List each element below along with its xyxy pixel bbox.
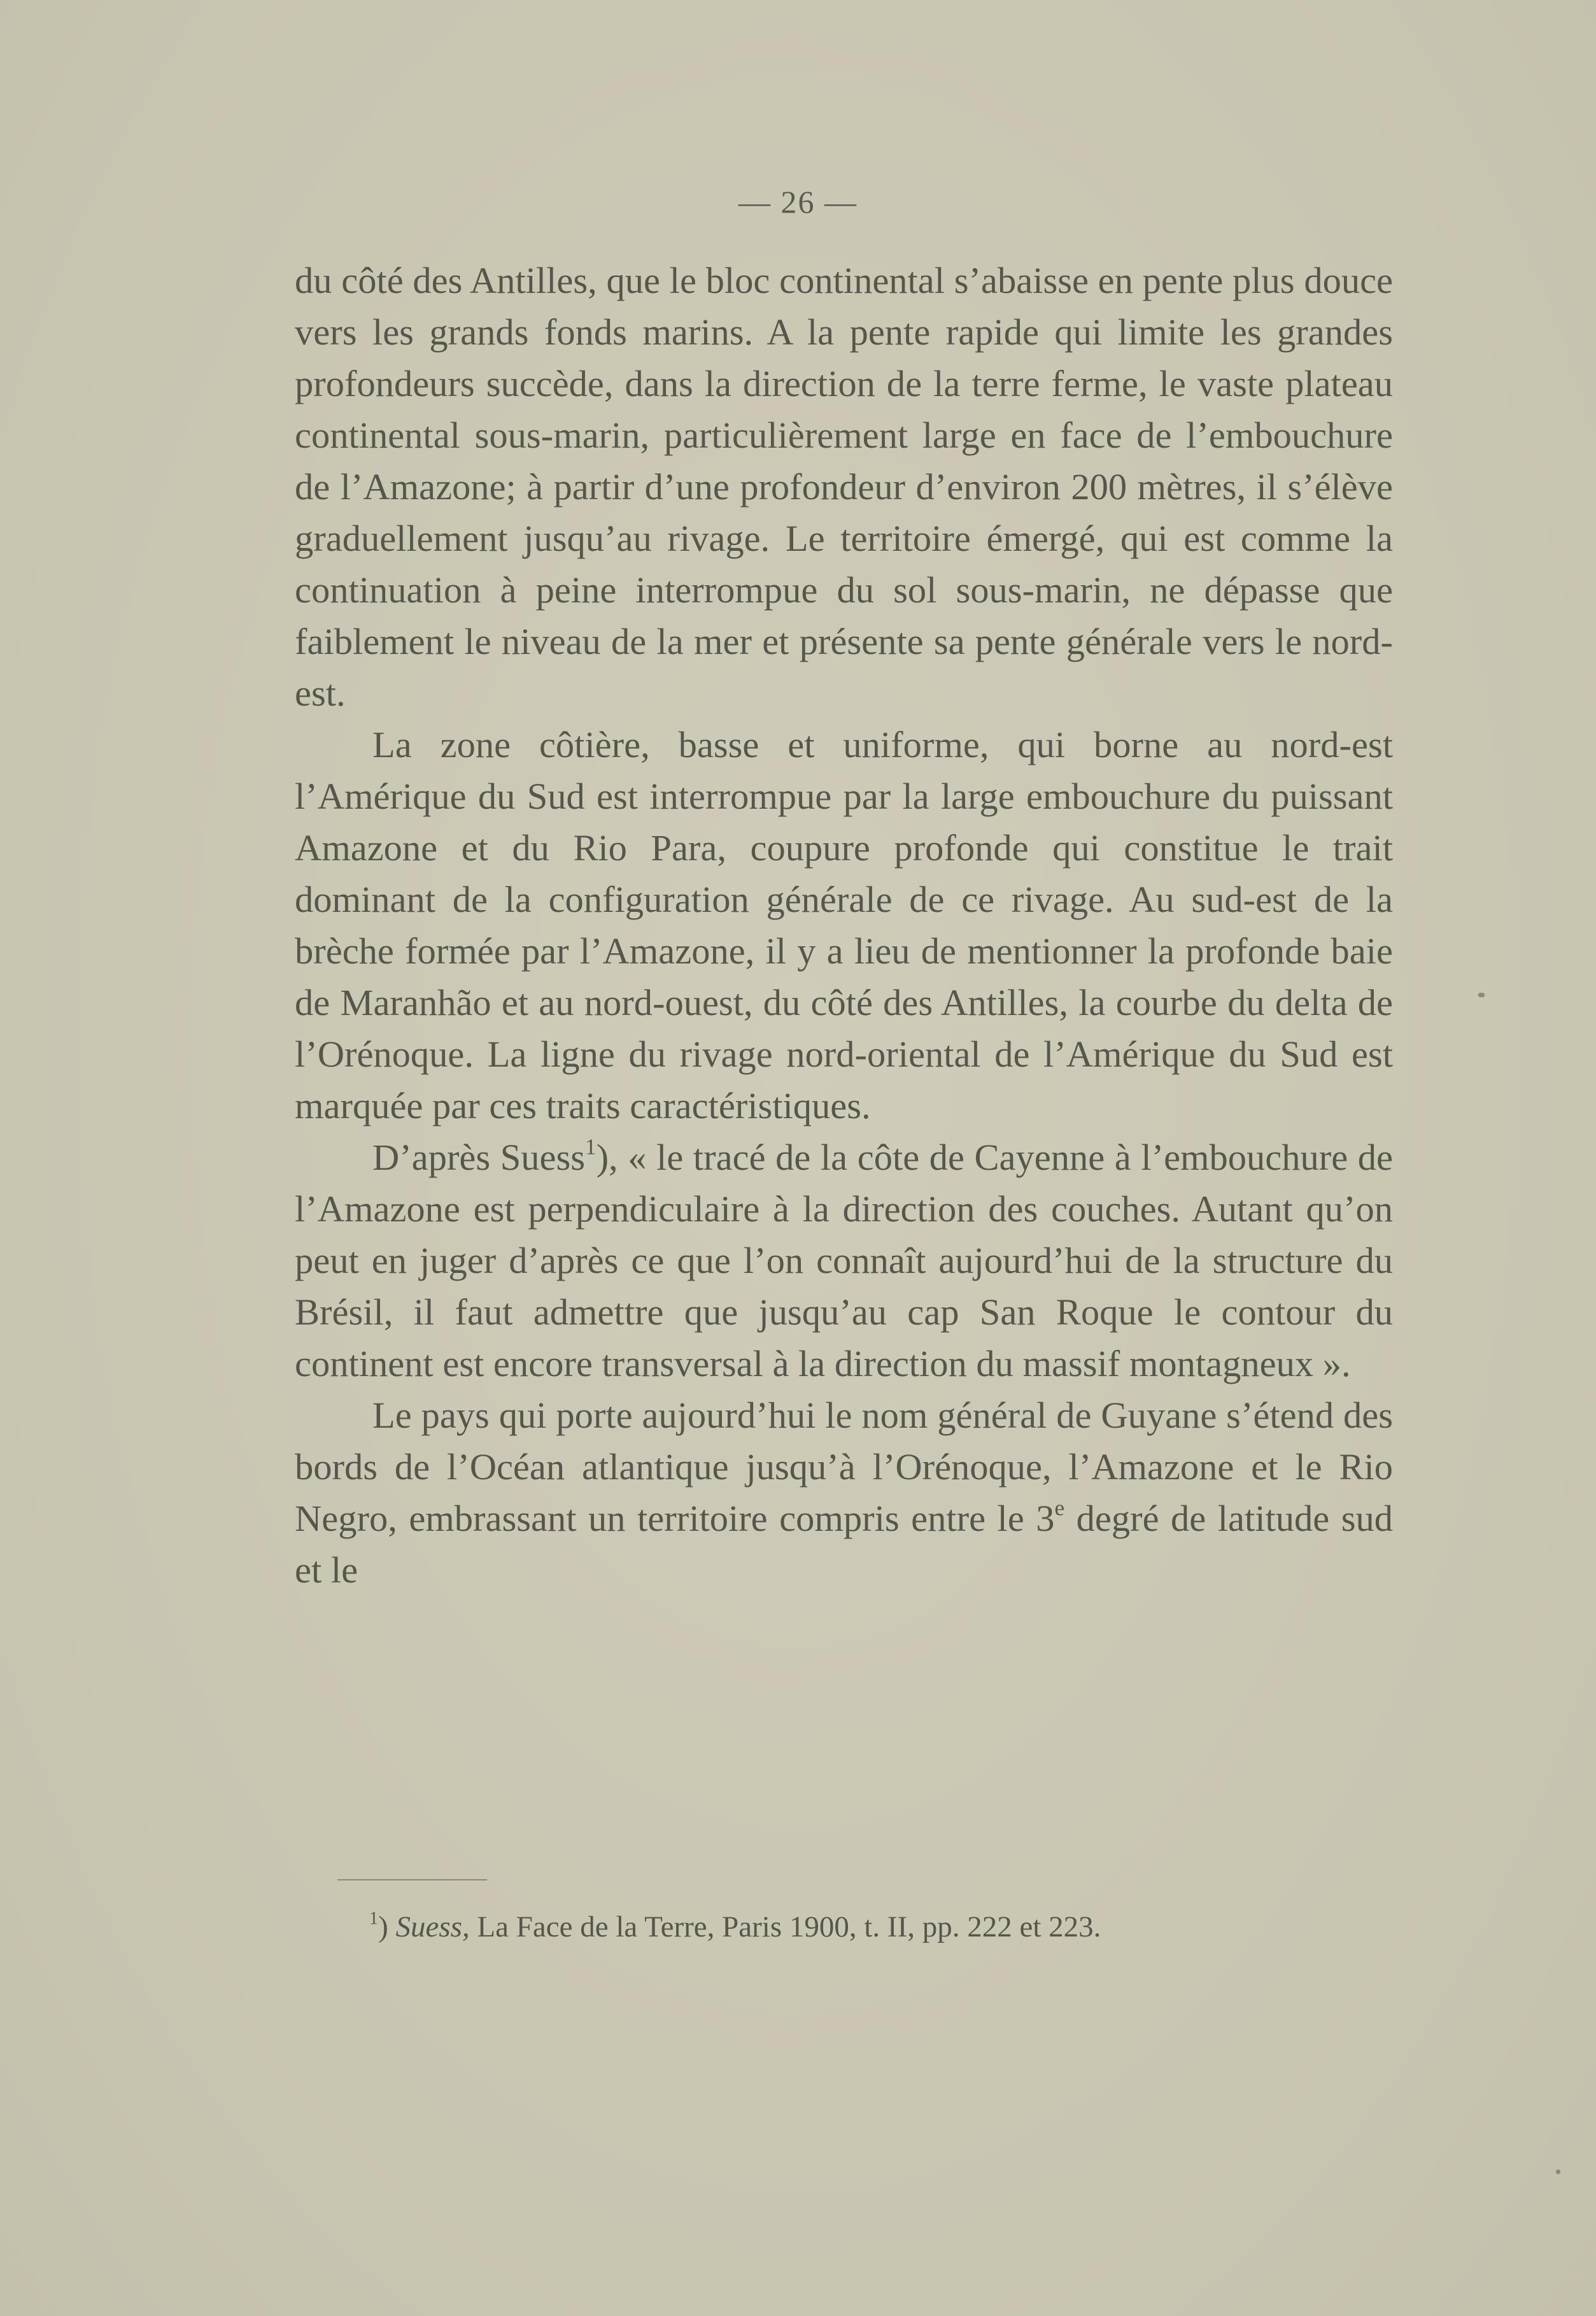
footnote-citation: La Face de la Terre, Paris 1900, t. II, pp. 222 et 223. xyxy=(477,1910,1101,1943)
footnote-reference: 1 xyxy=(585,1134,597,1160)
footnote-marker: 1 xyxy=(369,1908,379,1929)
paragraph-suess-lead: D’après Suess xyxy=(372,1137,586,1178)
paragraph-suess-quote xyxy=(295,1132,1393,1389)
paragraph-guyane-end: degré de latitude sud et le xyxy=(295,1498,1393,1591)
footnote xyxy=(369,1908,1101,1946)
page-number: — 26 — xyxy=(738,184,858,220)
degree-superscript: e xyxy=(1054,1495,1065,1521)
footnote-author: Suess, xyxy=(395,1910,470,1943)
body-text xyxy=(295,255,1393,1596)
paper-speck xyxy=(1478,993,1485,997)
paragraph-guyane xyxy=(295,1389,1393,1596)
paragraph-guyane-lead: Le pays qui porte aujourd’hui le nom général de Guyane s’étend des bords de l’Océan atlantique jusqu’à l’Orénoque, l’Amazone et le Rio Negro, embrassant un territoire compris entre le 3 xyxy=(295,1395,1393,1539)
paragraph-coastal-zone: La zone côtière, basse et uniforme, qui borne au nord-est l’Amérique du Sud est interrompue par la large embouchure du puissant Amazone et du Rio Para, coupure profonde qui constitue le trait dominant de la configuration générale de ce rivage. Au sud-est de la brèche formée par l’Amazone, il y a lieu de mentionner la profonde baie de Maranhão et au nord-ouest, du côté des Antilles, la courbe du delta de l’Orénoque. La ligne du rivage nord-oriental de l’Amérique du Sud est marquée par ces traits caractéristiques. xyxy=(295,724,1393,1126)
paragraph-continuation: du côté des Antilles, que le bloc continental s’abaisse en pente plus douce vers les grands fonds marins. A la pente rapide qui limite les grandes profondeurs succède, dans la direction de la terre ferme, le vaste plateau continental sous-marin, particulièrement large en face de l’embouchure de l’Amazone; à partir d’une profondeur d’environ 200 mètres, il s’élève graduellement jusqu’au rivage. Le territoire émergé, qui est comme la continuation à peine interrompue du sol sous-marin, ne dépasse que faiblement le niveau de la mer et présente sa pente générale vers le nord-est. xyxy=(295,260,1393,714)
paragraph-suess-quote-text: ), « le tracé de la côte de Cayenne à l’embouchure de l’Amazone est perpendiculaire à la direction des couches. Autant qu’on peut en juger d’après ce que l’on connaît aujourd’hui de la structure du Brésil, il faut admettre que jusqu’au cap San Roque le contour du continent est encore transversal à la direction du massif montagneux ». xyxy=(295,1137,1394,1384)
footnote-marker-paren: ) xyxy=(378,1910,388,1943)
footnote-divider xyxy=(337,1879,487,1880)
paper-speck xyxy=(1556,2170,1560,2174)
